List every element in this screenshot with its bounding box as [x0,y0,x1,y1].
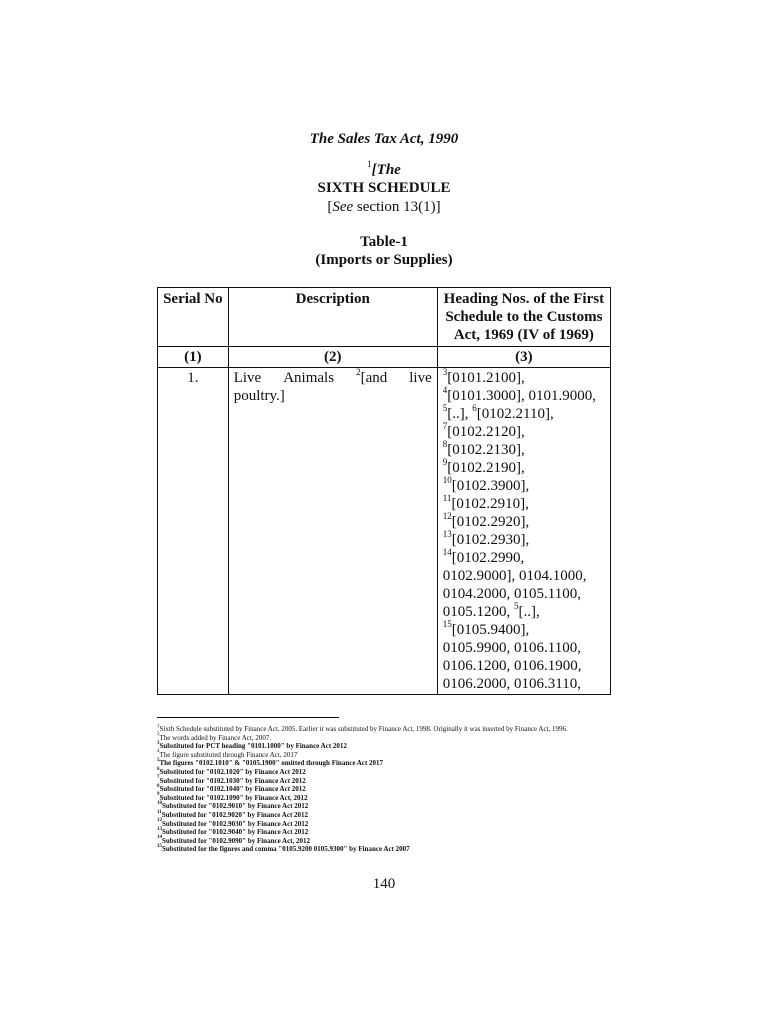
footnote [157,777,627,786]
footnote [157,794,627,803]
desc-word-text: [and [360,370,388,386]
heading-line [443,585,605,603]
footnote-text: The words added by Finance Act, 2007. [159,733,272,742]
heading-line [443,423,605,441]
footnote-ref: 10 [442,475,452,485]
footnote-number: 3 [157,740,160,746]
heading-text: [0102.2920], [451,514,530,530]
heading-text: [0102.2120], [447,424,525,440]
footnote-number: 10 [157,801,162,807]
footnote-text: Substituted for "0102.9030" by Finance Act 2012 [162,819,309,828]
footnote-ref: 14 [442,547,452,557]
footnote-ref: 5 [442,403,448,413]
heading-line [443,369,605,387]
section-rest: section 13(1)] [353,199,441,215]
heading-line [443,459,605,477]
heading-text: [0102.2930], [451,532,530,548]
heading-text: [0102.3900], [451,478,530,494]
heading-line [443,387,605,405]
heading-line [443,513,605,531]
footnote-ref: 4 [442,385,448,395]
footnote [157,734,627,743]
heading-line [443,567,605,585]
footnote-rule [157,717,339,718]
schedule-open-bracket [0,159,768,179]
heading-text: 0104.2000, 0105.1100, [442,586,581,602]
footnote-ref: 9 [442,457,448,467]
footnote-ref: 5 [514,601,519,611]
heading-line [443,531,605,549]
section-see: See [332,199,354,215]
heading-text: 0105.1200, [442,604,515,620]
header-description: Description [228,288,437,347]
footnote-text: Substituted for PCT heading "0101.1000" by Finance Act 2012 [159,742,347,751]
col-num-1: (1) [158,347,229,368]
footnote [157,802,627,811]
footnote-text: Substituted for "0102.9090" by Finance Act, 2012 [162,836,311,845]
footnote-text: Substituted for "0102.9040" by Finance Act 2012 [162,828,309,837]
description-line-2: poultry.] [233,388,285,404]
heading-line [443,441,605,459]
footnotes [157,725,627,854]
heading-text: 0106.1200, 0106.1900, [442,658,582,674]
col-num-2: (2) [228,347,437,368]
footnote-ref: 15 [442,619,452,629]
footnote-ref: 13 [442,529,452,539]
heading-text: [0101.2100], [447,370,525,386]
column-number-row [158,347,611,368]
heading-text: 0102.9000], 0104.1000, [442,568,587,584]
footnote [157,828,627,837]
description-line-1 [234,369,432,387]
heading-text: [0102.2190], [447,460,525,476]
header-serial: Serial No [158,288,229,347]
footnote [157,785,627,794]
desc-word: live [409,370,432,386]
footnote [157,837,627,846]
footnote-ref: 12 [442,511,452,521]
desc-word [356,369,387,387]
section-prefix: [ [327,199,333,215]
footnote-text: Substituted for "0102.9020" by Finance Act 2012 [161,810,309,819]
heading-line [443,639,605,657]
footnote-text: The figure substituted through Finance Act, 2017 [159,750,298,759]
schedule-title: SIXTH SCHEDULE [317,180,451,196]
schedule-table [157,287,611,695]
footnote-ref: 3 [442,367,448,377]
footnote-text: The figures "0102.1010" & "0105.1900" omitted through Finance Act 2017 [159,759,384,768]
footnote-ref: 8 [442,439,448,449]
footnote-number: 2 [157,732,160,738]
footnote-text: Substituted for "0102.1090" by Finance Act, 2012 [159,793,308,802]
footnote-text: Substituted for the figures and comma "0105.9200 0105.9300" by Finance Act 2007 [162,845,410,854]
page-number: 140 [372,876,396,892]
footnote [157,759,627,768]
table-title: Table-1 [360,234,408,250]
section-reference [0,199,768,216]
header-row [158,288,611,347]
heading-line [443,657,605,675]
heading-text: [..], [447,406,473,422]
heading-text: [0102.2130], [447,442,525,458]
heading-text: [0101.3000], 0101.9000, [447,388,597,404]
footnote [157,845,627,854]
header-heading-nos: Heading Nos. of the First Schedule to the Customs Act, 1969 (IV of 1969) [437,288,610,347]
footnote-number: 7 [157,775,160,781]
heading-line [443,549,605,567]
footnote-number: 15 [157,843,162,849]
heading-line [443,621,605,639]
footnote [157,811,627,820]
footnote-text: Substituted for "0102.1020" by Finance Act 2012 [159,767,306,776]
heading-line [443,603,605,621]
footnote [157,768,627,777]
footnote-number: 11 [157,809,162,815]
act-title: The Sales Tax Act, 1990 [309,131,459,147]
footnote-ref: 2 [356,367,361,377]
footnote-text: Substituted for "0102.9010" by Finance Act 2012 [162,802,309,811]
heading-text: [0102.2910], [451,496,529,512]
footnote-number: 6 [157,766,160,772]
heading-line [443,405,605,423]
footnote [157,742,627,751]
heading-text: [0102.2110], [476,406,554,422]
footnote [157,751,627,760]
heading-text: 0106.2000, 0106.3110, [442,676,581,692]
footnote-ref: 11 [442,493,452,503]
footnote-ref: 6 [472,403,477,413]
footnote-ref: 1 [367,159,372,169]
footnote-number: 13 [157,826,162,832]
footnote-number: 12 [157,818,162,824]
heading-line [443,495,605,513]
footnote-number: 5 [157,758,160,764]
heading-text: [0102.2990, [451,550,525,566]
footnote-number: 1 [157,723,160,729]
footnote-ref: 7 [442,421,448,431]
heading-line [443,675,605,693]
heading-text: 0105.9900, 0106.1100, [442,640,581,656]
heading-text: [..], [518,604,540,620]
footnote [157,820,627,829]
heading-text: [0105.9400], [451,622,530,638]
heading-line [443,477,605,495]
table-subtitle: (Imports or Supplies) [315,252,453,268]
desc-word: Animals [283,370,335,386]
desc-word: Live [233,370,262,386]
footnote-number: 8 [157,783,160,789]
col-num-3: (3) [437,347,610,368]
footnote [157,725,627,734]
footnote-text: Sixth Schedule substituted by Finance Act, 2005. Earlier it was substituted by Finance Act, 1998. Originally it was inserted by Finance Act, 1996. [159,725,568,733]
open-text: [The [371,162,401,178]
footnote-text: Substituted for "0102.1040" by Finance Act 2012 [159,785,306,794]
table-row [158,368,611,695]
footnote-number: 14 [157,835,162,841]
serial-cell: 1. [158,368,229,695]
footnote-text: Substituted for "0102.1030" by Finance Act 2012 [159,776,306,785]
heading-nos-cell [437,368,610,695]
footnote-number: 9 [157,792,160,798]
footnote-number: 4 [157,749,160,755]
description-cell [228,368,437,695]
